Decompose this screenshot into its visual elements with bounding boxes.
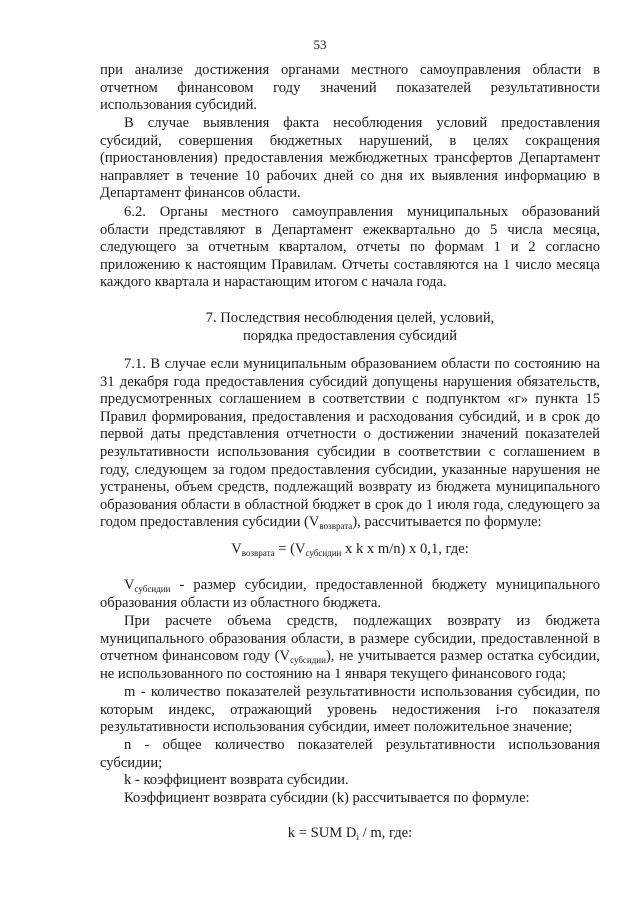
paragraph-m-definition bbox=[100, 684, 600, 737]
paragraph-text: при анализе достижения органами местного самоуправления области в отчетном финансовом году значений показателей результативности использования субсидий. bbox=[100, 62, 600, 114]
section-title-line-2: порядка предоставления субсидий bbox=[242, 327, 458, 344]
paragraph-body: 7.1. В случае если муниципальным образованием области по состоянию на 31 декабря года предоставления субсидий допущены нарушения обязательств, предусмотренных соглашением в соответствии с подпунктом «г» пункта 15 Правил формирования, предоставления и расходования субсидий, и в срок до первой даты представления отчетности о достижении значений показателей результативности использования субсидии в соответствии с соглашением в году, следующем за годом предоставления субсидии, указанные нарушения не устранены, объем средств, подлежащий возврату из бюджета муниципального образования области в областной бюджет в срок до 1 июля года, следующего за годом предоставления субсидии (V bbox=[100, 356, 600, 531]
paragraph-7-1 bbox=[100, 356, 600, 532]
paragraph-6-2 bbox=[100, 204, 600, 292]
paragraph-text: Коэффициент возврата субсидии (k) рассчитывается по формуле: bbox=[124, 790, 530, 806]
paragraph-text: m - количество показателей результативности использования субсидии, по которым индекс, отражающий уровень недостижения i-го показателя результативности использования субсидии, имеет положительное значение; bbox=[100, 684, 600, 736]
paragraph-calculation bbox=[100, 613, 600, 683]
paragraph-v-subsidy bbox=[100, 577, 600, 612]
paragraph-n-definition bbox=[100, 737, 600, 772]
formula-refund: $V_{возврата} = (V_{субсидии}$ x k x m/n) x 0,1, где: bbox=[231, 541, 469, 558]
paragraph-k-formula-intro bbox=[100, 790, 600, 808]
paragraph-text bbox=[100, 356, 600, 532]
paragraph-text: $V_{субсидии}$ - размер субсидии, предоставленной бюджету муниципального образования области из областного бюджета. bbox=[100, 577, 600, 611]
paragraph-text: n - общее количество показателей результативности использования субсидии; bbox=[100, 737, 600, 771]
paragraph-analysis bbox=[100, 62, 600, 115]
paragraph-violation bbox=[100, 115, 600, 203]
section-title-line-1: 7. Последствия несоблюдения целей, условий, bbox=[205, 310, 495, 326]
section-title bbox=[100, 310, 600, 345]
paragraph-tail: ), рассчитывается по формуле: bbox=[352, 514, 542, 531]
page-number: 53 bbox=[313, 37, 327, 52]
formula-k: k = SUM $D_i$ / m, где: bbox=[287, 825, 413, 842]
paragraph-text: При расчете объема средств, подлежащих возврату из бюджета муниципального образования области, в размере субсидии, предоставленной в отчетном финансовом году $(V_{субсидии})$, не учитывается размер остатка субсидии, не использованного по состоянию на 1 января текущего финансового года; bbox=[100, 613, 600, 682]
subscript: возврата bbox=[319, 521, 353, 532]
paragraph-text: 6.2. Органы местного самоуправления муниципальных образований области представляют в Департамент ежеквартально до 5 числа месяца, следующего за отчетным кварталом, отчеты по формам 1 и 2 согласно приложению к настоящим Правилам. Отчеты составляются на 1 число месяца каждого квартала и нарастающим итогом с начала года. bbox=[100, 204, 600, 291]
paragraph-text: В случае выявления факта несоблюдения условий предоставления субсидий, совершения бюджетных нарушений, в целях сокращения (приостановления) предоставления межбюджетных трансфертов Департамент направляет в течение 10 рабочих дней со дня их выявления информацию в Департамент финансов области. bbox=[100, 115, 600, 202]
paragraph-text: k - коэффициент возврата субсидии. bbox=[124, 772, 349, 788]
paragraph-k-definition bbox=[100, 772, 600, 790]
